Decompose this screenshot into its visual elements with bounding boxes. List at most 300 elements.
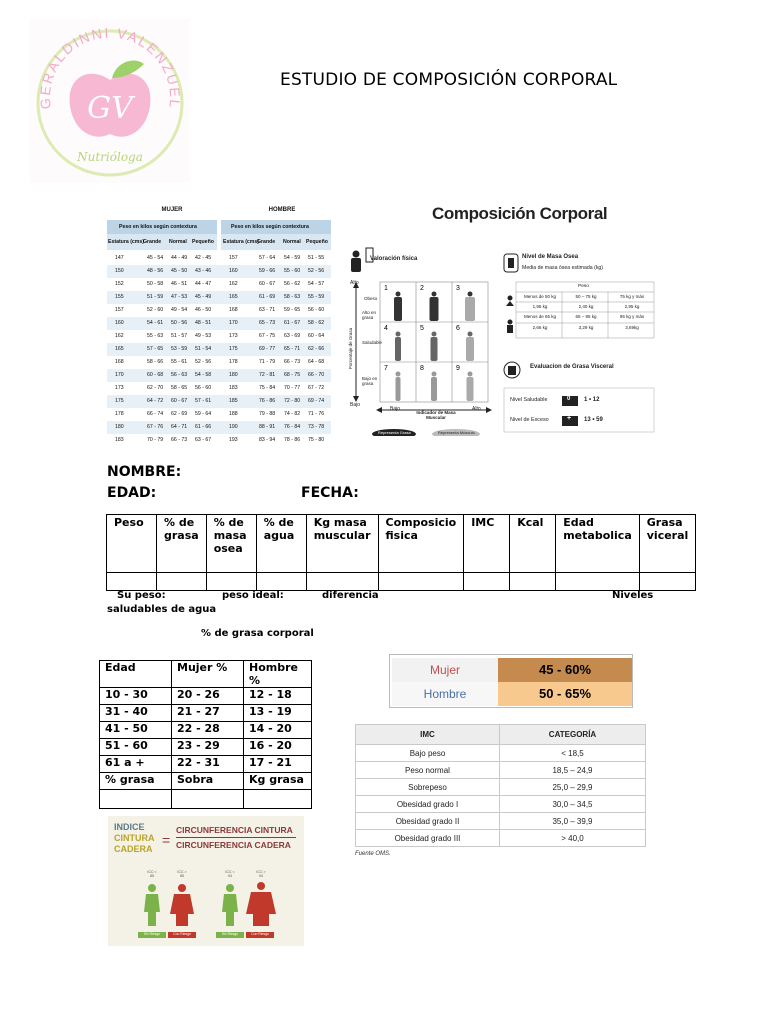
value-imc[interactable] [464,573,510,591]
weight-table-row [107,356,331,369]
mujer-column-header: Pequeño [192,239,214,245]
value-kcal[interactable] [510,573,556,591]
weight-table-cell: 51 - 54 [195,346,212,352]
age-table-cell: 23 - 29 [172,739,244,756]
weight-table-cell: 78 - 86 [284,437,301,443]
header-edad-metabolica: Edad metabolica [556,515,640,573]
weight-table-cell: 157 [229,255,238,261]
header-grasa: % de grasa [157,515,207,573]
grid-number: 3 [456,285,460,292]
weight-table-cell: 180 [229,372,238,378]
icc-bar-label-3: Sin Riesgo [221,932,239,936]
grid-number: 7 [384,365,388,372]
imc-range: 18,5 – 24,9 [500,762,646,779]
weight-table-cell: 49 - 54 [171,307,188,313]
weight-table-cell: 66 - 73 [284,359,301,365]
weight-table-cell: 46 - 50 [195,307,212,313]
saludable-range: 1 • 12 [584,397,600,403]
mujer-column-header: Grande [143,239,162,245]
weight-table-cell: 47 - 53 [171,294,188,300]
categoria-header: CATEGORÍA [500,725,646,745]
weight-table-cell: 62 - 70 [147,385,164,391]
weight-table-cell: 42 - 45 [195,255,212,261]
weight-table-row [107,317,331,330]
weight-table-cell: 54 - 61 [147,320,164,326]
imc-source: Fuente OMS. [355,851,391,857]
diferencia-label: diferencia [322,590,379,601]
header-peso: Peso [107,515,157,573]
imc-table-row [356,745,646,762]
weight-table-cell: 60 - 64 [308,333,325,339]
weight-table-cell: 51 - 57 [171,333,188,339]
weight-table-cell: 79 - 88 [259,411,276,417]
value-grasa[interactable] [157,573,207,591]
x-bajo-label: Bajo [390,406,401,412]
weight-table-row [107,278,331,291]
weight-table-cell: 170 [229,320,238,326]
nutritionist-logo [30,18,190,183]
mujer-band-label: Peso en kilos según contextura [119,224,197,230]
weight-table-cell: 59 - 65 [284,307,301,313]
hombre-column-header: Pequeño [306,239,328,245]
weight-table-row [107,330,331,343]
body-figure-head [396,292,401,297]
osea-cell: 75 kg y más [619,294,645,299]
weight-table-cell: 66 - 70 [308,372,325,378]
hombre-band-label: Peso en kilos según contextura [231,224,309,230]
imc-table-row [356,762,646,779]
age-footer-sobra: Sobra [172,773,244,790]
age-blank-cell[interactable] [244,790,312,809]
su-peso-label: Su peso: [117,590,166,601]
y-axis-label: Porcentaje de Grasa [348,327,354,370]
imc-table-row [356,796,646,813]
osea-cell: 95 kg y más [619,314,645,319]
body-figure-head [396,372,401,377]
mujer-title: MUJER [161,207,183,213]
agua-hombre-value: 50 - 65% [498,682,632,706]
icc-fig-label-3: ICC < 94 [225,870,235,878]
icc-cadera: CADERA [114,844,153,854]
weight-table-cell: 178 [229,359,238,365]
imc-range: 35,0 – 39,9 [500,813,646,830]
weight-table-cell: 45 - 49 [195,294,212,300]
edad-field-label: EDAD: [107,485,157,501]
body-figure [431,337,438,361]
weight-table-cell: 57 - 64 [259,255,276,261]
weight-table-cell: 52 - 60 [147,307,164,313]
weight-table-cell: 65 - 71 [284,346,301,352]
exceso-sign: + [567,415,572,422]
legend-musculo: Representa Músculo [438,430,475,435]
waist-hip-index-image [108,816,304,946]
weight-table-cell: 88 - 91 [259,424,276,430]
weight-table-cell: 46 - 51 [171,281,188,287]
imc-range: < 18,5 [500,745,646,762]
body-figure [396,377,401,401]
osea-cell: 2,40 kg [578,304,594,309]
osea-subtitle: Media de masa ósea estimada (kg) [522,265,604,271]
weight-table-cell: 162 [229,281,238,287]
body-figure [465,297,475,321]
weight-table-cell: 59 - 66 [259,268,276,274]
weight-height-table-image [107,200,331,450]
weight-table-row [107,421,331,434]
weight-table-cell: 76 - 84 [284,424,301,430]
weight-table-cell: 44 - 49 [171,255,188,261]
grid-number: 2 [420,285,424,292]
weight-table-cell: 173 [115,385,124,391]
imc-table-row [356,830,646,847]
weight-table-cell: 83 - 94 [259,437,276,443]
weight-table-cell: 67 - 76 [147,424,164,430]
imc-range: 30,0 – 34,5 [500,796,646,813]
weight-table-cell: 54 - 58 [195,372,212,378]
valoracion-label: Valoración física [370,256,418,262]
weight-table-cell: 65 - 73 [259,320,276,326]
logo-ring-text: GERALDINNI VALENZUEL [36,24,184,111]
imc-range: > 40,0 [500,830,646,847]
imc-category-name: Peso normal [356,762,500,779]
age-table-row [100,705,312,722]
age-table-cell: 21 - 27 [172,705,244,722]
weight-table-cell: 48 - 51 [195,320,212,326]
row-label-alto: Alto en grasa [362,310,377,320]
weight-table-cell: 45 - 54 [147,255,164,261]
osea-cell: 2,95 kg [624,304,640,309]
age-header-hombre: Hombre % [244,661,312,688]
weight-table-cell: 50 - 58 [147,281,164,287]
body-figure [394,297,402,321]
weight-table-cell: 57 - 65 [147,346,164,352]
niveles-label: Niveles [612,590,654,601]
weight-table-row [107,408,331,421]
weight-table-cell: 50 - 56 [171,320,188,326]
body-figure-head [396,332,401,337]
age-table-row [100,756,312,773]
grid-number: 1 [384,285,388,292]
grid-number: 4 [384,325,388,332]
osea-cell: Menos de 65 kg [523,314,557,319]
icc-bar-label-1: Sin Riesgo [143,932,161,936]
weight-table-cell: 63 - 69 [284,333,301,339]
osea-cell: 65 – 95 kg [575,314,597,319]
weight-table-cell: 64 - 72 [147,398,164,404]
header-kcal: Kcal [510,515,556,573]
weight-table-cell: 72 - 80 [284,398,301,404]
weight-table-cell: 155 [115,294,124,300]
weight-table-cell: 52 - 56 [195,359,212,365]
row-label-saludable: Saludable [362,340,383,345]
osea-cell: 2,66 kg [532,325,548,330]
osea-cell: 3,29 kg [578,325,594,330]
weight-table-cell: 75 - 80 [308,437,325,443]
age-footer-kg: Kg grasa [244,773,312,790]
age-table-cell: 31 - 40 [100,705,172,722]
body-figure-head [468,332,473,337]
weight-table-cell: 175 [115,398,124,404]
weight-table-cell: 56 - 60 [195,385,212,391]
x-axis-label: Indicador de Masa Muscular [416,410,456,420]
weight-table-cell: 45 - 50 [171,268,188,274]
imc-category-name: Bajo peso [356,745,500,762]
mujer-column-header: Estatura (cms) [108,239,145,245]
body-figure-head [468,372,473,377]
age-table-cell: 12 - 18 [244,688,312,705]
value-peso[interactable] [107,573,157,591]
body-figure-head [432,372,437,377]
weight-table-cell: 69 - 74 [308,398,325,404]
weight-table-cell: 60 - 67 [259,281,276,287]
age-blank-cell[interactable] [100,790,172,809]
saludable-sign: 0 [567,396,571,402]
weight-table-cell: 173 [229,333,238,339]
weight-table-cell: 60 - 67 [171,398,188,404]
age-table-cell: 61 a + [100,756,172,773]
grasa-corporal-label: % de grasa corporal [201,628,314,639]
row-label-bajo: Bajo en grasa [362,376,378,386]
weight-table-cell: 152 [115,281,124,287]
imc-category-name: Obesidad grado III [356,830,500,847]
weight-table-cell: 61 - 67 [284,320,301,326]
imc-category-table [355,724,646,847]
weight-table-cell: 71 - 76 [308,411,325,417]
weight-table-cell: 66 - 74 [147,411,164,417]
weight-table-cell: 57 - 61 [195,398,212,404]
body-figure-head [432,292,437,297]
weight-table-cell: 150 [115,268,124,274]
imc-table-row [356,813,646,830]
mujer-column-header: Normal [169,239,187,245]
osea-cell: 50 – 75 kg [575,294,597,299]
value-edad-metabolica[interactable] [556,573,640,591]
weight-table-cell: 70 - 79 [147,437,164,443]
weight-table-cell: 58 - 63 [284,294,301,300]
imc-category-name: Obesidad grado II [356,813,500,830]
weight-table-cell: 170 [115,372,124,378]
weight-table-cell: 54 - 59 [284,255,301,261]
weight-table-row [107,265,331,278]
saludables-agua-label: saludables de agua [107,604,217,615]
weight-table-cell: 62 - 66 [308,346,325,352]
weight-table-cell: 44 - 47 [195,281,212,287]
age-table-row [100,688,312,705]
weight-table-cell: 55 - 63 [147,333,164,339]
weight-table-cell: 157 [115,307,124,313]
weight-table-cell: 53 - 59 [171,346,188,352]
weight-table-cell: 70 - 77 [284,385,301,391]
imc-table-row [356,779,646,796]
weight-table-cell: 162 [115,333,124,339]
y-alto-label: Alto [350,280,359,286]
legend-grasa: Representa Grasa [378,430,411,435]
weight-table-cell: 193 [229,437,238,443]
age-header-edad: Edad [100,661,172,688]
weight-table-cell: 72 - 81 [259,372,276,378]
x-alto-label: Alto [472,406,481,412]
weight-table-cell: 76 - 86 [259,398,276,404]
visceral-title: Evaluacion de Grasa Visceral [530,364,614,370]
weight-table-cell: 43 - 46 [195,268,212,274]
age-table-cell: 10 - 30 [100,688,172,705]
age-blank-cell[interactable] [172,790,244,809]
weight-table-row [107,395,331,408]
grid-number: 9 [456,365,460,372]
icc-fig-label-4: ICC > 94 [256,870,266,878]
age-table-cell: 13 - 19 [244,705,312,722]
weight-table-cell: 59 - 64 [195,411,212,417]
weight-table-cell: 58 - 65 [171,385,188,391]
weight-table-cell: 49 - 53 [195,333,212,339]
age-table-row [100,722,312,739]
age-table-cell: 41 - 50 [100,722,172,739]
body-figure [431,377,437,401]
weight-table-cell: 61 - 66 [195,424,212,430]
age-table-cell: 14 - 20 [244,722,312,739]
weight-table-cell: 180 [115,424,124,430]
age-table-cell: 20 - 26 [172,688,244,705]
body-composition-chart-image [344,198,657,436]
weight-table-row [107,343,331,356]
body-figure [430,297,439,321]
weight-table-cell: 66 - 73 [171,437,188,443]
peso-ideal-label: peso ideal: [222,590,284,601]
weight-table-cell: 183 [229,385,238,391]
header-grasa-visceral: Grasa viceral [639,515,696,573]
weight-table-cell: 63 - 67 [195,437,212,443]
weight-table-cell: 165 [115,346,124,352]
weight-table-row [107,291,331,304]
weight-table-cell: 71 - 79 [259,359,276,365]
header-composicion: Composicio fisica [378,515,464,573]
weight-table-row [107,434,331,447]
body-fat-by-age-table [99,660,312,809]
grid-number: 6 [456,325,460,332]
icc-bar-label-2: Con Riesgo [173,932,191,936]
age-table-cell: 16 - 20 [244,739,312,756]
nombre-field-label: NOMBRE: [107,464,182,480]
weight-table-cell: 185 [229,398,238,404]
weight-table-cell: 190 [229,424,238,430]
body-figure [466,337,474,361]
value-composicion[interactable] [378,573,464,591]
weight-table-cell: 56 - 60 [308,307,325,313]
weight-table-cell: 188 [229,411,238,417]
icc-indice: INDICE [114,822,145,832]
y-bajo-label: Bajo [350,402,361,408]
value-masa-muscular[interactable] [306,573,378,591]
body-figure [395,337,401,361]
composition-title: Composición Corporal [432,204,608,223]
hombre-column-header: Grande [257,239,276,245]
water-levels-box [389,654,633,708]
weight-table-cell: 175 [229,346,238,352]
weight-table-cell: 64 - 71 [171,424,188,430]
weight-table-cell: 56 - 62 [284,281,301,287]
weight-table-cell: 64 - 68 [308,359,325,365]
weight-table-cell: 168 [229,307,238,313]
header-masa-osea: % de masa osea [206,515,256,573]
weight-table-cell: 52 - 56 [308,268,325,274]
weight-table-row [107,382,331,395]
value-grasa-visceral[interactable] [639,573,696,591]
icc-fig-label-2: ICC > 85 [177,870,187,878]
icc-numerator: CIRCUNFERENCIA CINTURA [176,825,293,835]
weight-table-cell: 160 [229,268,238,274]
weight-table-cell: 58 - 66 [147,359,164,365]
icc-cintura: CINTURA [114,833,155,843]
weight-table-cell: 55 - 59 [308,294,325,300]
value-agua[interactable] [256,573,306,591]
osea-cell: 1,95 kg [532,304,548,309]
imc-header: IMC [356,725,500,745]
grid-number: 8 [420,365,424,372]
osea-cell: 3,69kg [625,325,639,330]
header-masa-muscular: Kg masa muscular [306,515,378,573]
weight-table-cell: 55 - 61 [171,359,188,365]
weight-table-cell: 58 - 62 [308,320,325,326]
nivel-exceso-label: Nivel de Exceso [510,417,549,423]
age-footer-grasa: % grasa [100,773,172,790]
age-table-row [100,739,312,756]
age-table-cell: 22 - 28 [172,722,244,739]
icc-fig-label-1: ICC < 85 [147,870,157,878]
weight-table-cell: 55 - 60 [284,268,301,274]
weight-table-cell: 178 [115,411,124,417]
imc-range: 25,0 – 29,9 [500,779,646,796]
weight-table-cell: 160 [115,320,124,326]
body-figure-head [432,332,437,337]
header-imc: IMC [464,515,510,573]
weight-table-cell: 48 - 56 [147,268,164,274]
weight-table-cell: 69 - 77 [259,346,276,352]
weight-table-cell: 61 - 69 [259,294,276,300]
agua-mujer-label: Mujer [392,658,498,682]
weight-table-cell: 68 - 75 [284,372,301,378]
weight-table-cell: 56 - 63 [171,372,188,378]
weight-table-row [107,252,331,265]
value-masa-osea[interactable] [206,573,256,591]
icc-figures [108,816,304,946]
body-figure [467,377,474,401]
body-composition-results-table [106,514,696,591]
age-header-mujer: Mujer % [172,661,244,688]
weight-table-cell: 67 - 72 [308,385,325,391]
agua-mujer-value: 45 - 60% [498,658,632,682]
weight-table-cell: 168 [115,359,124,365]
age-table-cell: 22 - 31 [172,756,244,773]
icc-denominator: CIRCUNFERENCIA CADERA [176,840,291,850]
imc-category-name: Sobrepeso [356,779,500,796]
nivel-saludable-label: Nivel Saludable [510,397,548,403]
hombre-column-header: Normal [283,239,301,245]
weight-table-cell: 63 - 71 [259,307,276,313]
icc-equals: = [162,832,171,848]
weight-table-cell: 73 - 78 [308,424,325,430]
weight-table-cell: 60 - 68 [147,372,164,378]
weight-table-row [107,304,331,317]
header-agua: % de agua [256,515,306,573]
logo-monogram: GV [87,91,133,126]
icc-bar-label-4: Con Riesgo [251,932,269,936]
agua-hombre-label: Hombre [392,682,498,706]
weight-table-row [107,369,331,382]
age-table-cell: 51 - 60 [100,739,172,756]
weight-table-cell: 147 [115,255,124,261]
logo-subtitle: Nutrióloga [77,150,143,164]
weight-table-cell: 183 [115,437,124,443]
hombre-title: HOMBRE [268,207,296,213]
